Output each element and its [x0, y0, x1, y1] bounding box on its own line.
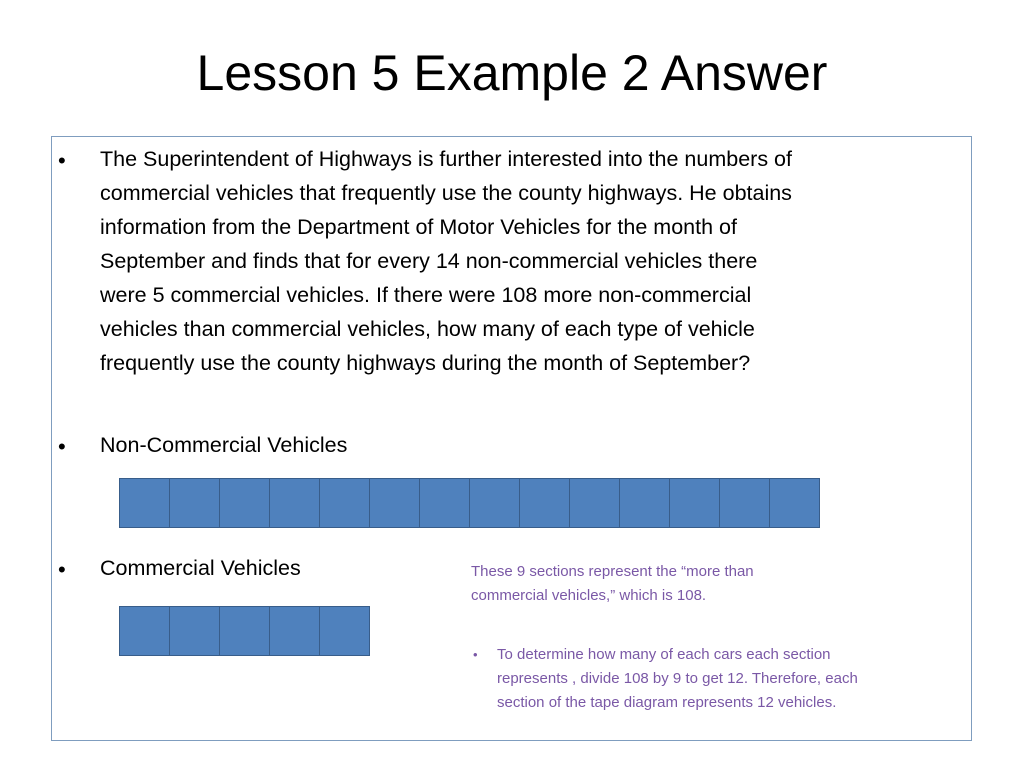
annotation-explanation [497, 643, 858, 715]
problem-statement [100, 142, 960, 380]
problem-line: The Superintendent of Highways is further interested into the numbers of [100, 147, 792, 171]
commercial-tape-section [169, 606, 220, 656]
non-commercial-tape-diagram [119, 478, 820, 528]
bullet-marker: • [58, 148, 66, 173]
note-line: section of the tape diagram represents 12 vehicles. [497, 694, 837, 711]
problem-line: vehicles than commercial vehicles, how many of each type of vehicle [100, 317, 755, 341]
non-commercial-tape-section [519, 478, 570, 528]
note-line: commercial vehicles,” which is 108. [471, 587, 707, 604]
note-line: represents , divide 108 by 9 to get 12. Therefore, each [497, 670, 858, 687]
commercial-label: Commercial Vehicles [100, 556, 301, 580]
problem-line: September and finds that for every 14 non-commercial vehicles there [100, 249, 758, 273]
non-commercial-tape-section [769, 478, 820, 528]
annotation-note [471, 560, 754, 608]
bullet-marker: • [58, 557, 66, 582]
problem-line: frequently use the county highways during the month of September? [100, 351, 751, 375]
non-commercial-tape-section [569, 478, 620, 528]
problem-line: were 5 commercial vehicles. If there were 108 more non-commercial [100, 283, 752, 307]
note-line: To determine how many of each cars each section [497, 646, 831, 663]
non-commercial-tape-section [469, 478, 520, 528]
non-commercial-tape-section [269, 478, 320, 528]
problem-line: commercial vehicles that frequently use the county highways. He obtains [100, 181, 792, 205]
note-line: These 9 sections represent the “more than [471, 563, 754, 580]
non-commercial-tape-section [669, 478, 720, 528]
commercial-tape-section [219, 606, 270, 656]
non-commercial-tape-section [619, 478, 670, 528]
commercial-tape-section [269, 606, 320, 656]
non-commercial-tape-section [319, 478, 370, 528]
non-commercial-tape-section [419, 478, 470, 528]
bullet-marker: • [58, 434, 66, 459]
non-commercial-tape-section [219, 478, 270, 528]
non-commercial-tape-section [369, 478, 420, 528]
commercial-tape-section [119, 606, 170, 656]
slide-title: Lesson 5 Example 2 Answer [196, 45, 828, 101]
problem-line: information from the Department of Motor Vehicles for the month of [100, 215, 737, 239]
commercial-tape-section [319, 606, 370, 656]
commercial-tape-diagram [119, 606, 370, 656]
non-commercial-tape-section [119, 478, 170, 528]
non-commercial-label: Non-Commercial Vehicles [100, 433, 348, 457]
non-commercial-tape-section [169, 478, 220, 528]
note-bullet-marker: • [473, 647, 478, 662]
non-commercial-tape-section [719, 478, 770, 528]
